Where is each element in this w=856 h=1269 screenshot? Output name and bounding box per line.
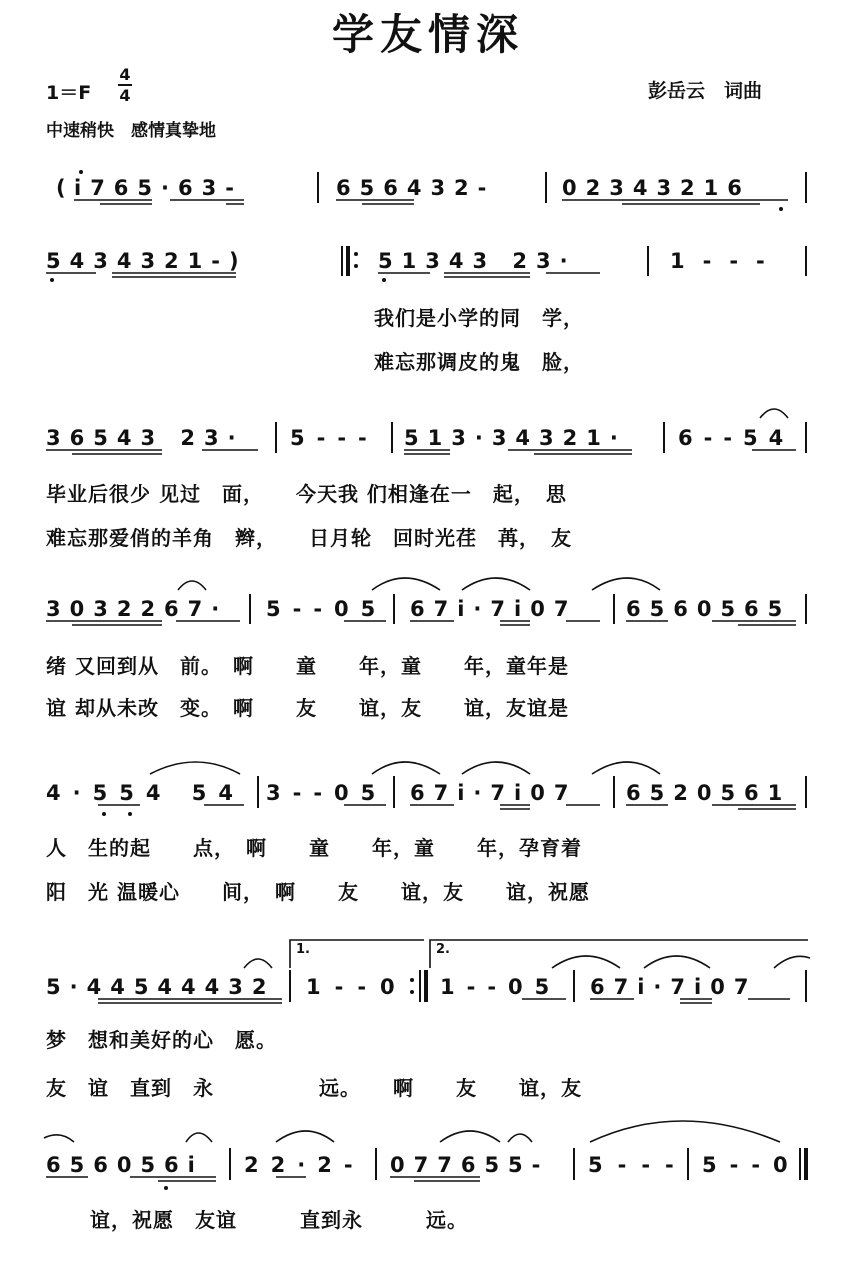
lyric-row4-verse1: 绪 又回到从 前。 啊 童 年，童 年，童年是 — [46, 654, 569, 678]
slur-arc — [440, 1131, 500, 1142]
measure-r1-m1: i765·63- — [74, 176, 243, 200]
volta-first-bracket — [290, 940, 424, 968]
measure-r6-m2: 1--0 — [306, 975, 409, 999]
repeat-dot — [410, 990, 414, 994]
tie-arc — [590, 1121, 780, 1142]
measure-r5-m3: 67i·7i07 — [410, 781, 578, 805]
measure-r7-m4: 5--- — [588, 1153, 689, 1177]
composer-credit: 彭岳云 词曲 — [648, 80, 763, 102]
song-title: 学友情深 — [331, 10, 524, 59]
measure-r6-m4: 67i·7i07 — [590, 975, 758, 999]
underlines-r6 — [98, 999, 790, 1003]
octave-dot — [164, 1186, 168, 1190]
measure-r4-m2: 5--05 — [266, 597, 388, 621]
time-signature-numerator: 4 — [119, 65, 131, 84]
volta-first-label: 1. — [296, 942, 310, 957]
measure-r5-m2: 3--05 — [266, 781, 388, 805]
slur-arc — [372, 578, 440, 590]
measure-r3-m4: 6--54 — [678, 426, 795, 450]
measure-r1-m3: 02343216 — [562, 176, 751, 200]
lyric-row4-verse2: 谊 却从未改 变。 啊 友 谊，友 谊，友谊是 — [46, 696, 569, 720]
slur-arc — [462, 762, 530, 774]
tie-arc — [760, 409, 788, 418]
underlines-r5 — [98, 805, 796, 809]
measure-r7-m2: 22·2- — [244, 1153, 365, 1177]
open-paren: ( — [56, 176, 66, 200]
measure-r6-m1: 5·44544432 — [46, 975, 276, 999]
time-signature-denominator: 4 — [119, 86, 131, 105]
slur-arc — [150, 762, 240, 774]
underlines-r7 — [46, 1177, 480, 1181]
underlines-r3 — [46, 450, 796, 454]
lyric-row5-verse1: 人 生的起 点， 啊 童 年，童 年，孕育着 — [46, 836, 582, 860]
measure-r6-m3: 1--05 — [440, 975, 562, 999]
lyric-row5-verse2: 阳 光 温暖心 间， 啊 友 谊，友 谊，祝愿 — [46, 880, 590, 904]
measure-r3-m2: 5--- — [290, 426, 379, 450]
measure-r7-m3: 077655- — [390, 1153, 550, 1177]
slur-arc — [552, 956, 620, 968]
repeat-dot — [354, 252, 358, 256]
measure-r7-m1: 656056i — [46, 1153, 204, 1177]
lyric-row3-verse2: 难忘那爱俏的羊角 辫， 日月轮 回时光荏 苒， 友 — [46, 526, 572, 550]
lyric-row3-verse1: 毕业后很少 见过 面， 今天我 们相逢在一 起， 思 — [46, 482, 567, 506]
lyric-row6-verse1: 梦 想和美好的心 愿。 — [46, 1028, 277, 1052]
measure-r3-m1: 36543 23· — [46, 426, 245, 450]
slur-arc — [372, 762, 440, 774]
octave-dot — [779, 207, 783, 211]
tie-arc — [244, 959, 272, 968]
lyric-row2-verse2: 难忘那调皮的鬼 脸， — [374, 350, 584, 374]
repeat-dot — [354, 264, 358, 268]
volta-second-bracket — [430, 940, 808, 968]
key-signature: 1＝F — [46, 82, 92, 104]
tie-arc — [186, 1133, 212, 1142]
measure-r7-m5: 5--0 — [702, 1153, 801, 1177]
measure-r5-m1: 4·554 54 — [46, 781, 245, 805]
measure-r4-m3: 67i·7i07 — [410, 597, 578, 621]
measure-r1-m2: 656432- — [336, 176, 496, 200]
measure-r2-m2: 51343 23· — [378, 249, 577, 273]
lyric-row2-verse1: 我们是小学的同 学， — [374, 306, 584, 330]
measure-r5-m4: 6520561 — [626, 781, 792, 805]
slur-arc — [44, 1135, 74, 1142]
measure-r3-m3: 513·34321· — [404, 426, 627, 450]
slur-arc — [592, 578, 660, 590]
lyric-row6-verse2: 友 谊 直到 永 远。 啊 友 谊，友 — [46, 1076, 582, 1100]
slur-arc — [462, 578, 530, 590]
slur-arc — [644, 956, 710, 968]
repeat-dot — [410, 978, 414, 982]
tempo-mood: 中速稍快 感情真挚地 — [46, 121, 216, 141]
volta-second-label: 2. — [436, 942, 450, 957]
octave-dot — [79, 170, 83, 174]
tie-arc — [276, 1131, 334, 1142]
octave-dot — [128, 812, 132, 816]
tie-arc — [508, 1134, 532, 1142]
measure-r2-m1: 5434321-) — [46, 249, 248, 273]
underlines-r4 — [46, 621, 796, 625]
slur-arc — [774, 956, 810, 968]
octave-dot — [382, 278, 386, 282]
lyric-row7: 谊，祝愿 友谊 直到永 远。 — [90, 1208, 468, 1232]
measure-r4-m1: 3032267· — [46, 597, 229, 621]
tie-arc — [178, 581, 206, 590]
slur-arc — [592, 762, 660, 774]
measure-r4-m4: 6560565 — [626, 597, 792, 621]
underlines-r2 — [46, 273, 600, 277]
octave-dot — [102, 812, 106, 816]
octave-dot — [50, 278, 54, 282]
measure-r2-m3: 1--- — [670, 249, 783, 273]
underlines-r1 — [74, 200, 788, 204]
